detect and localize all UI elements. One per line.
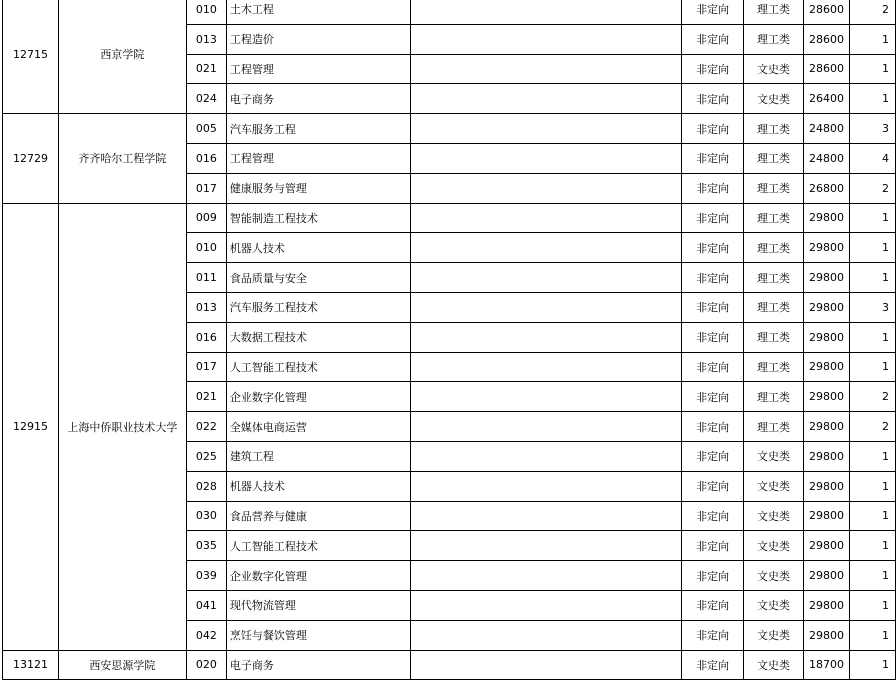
major-name-cell: 人工智能工程技术	[226, 531, 410, 561]
category-cell: 理工类	[744, 292, 804, 322]
remarks-cell	[410, 382, 681, 412]
major-name-cell: 人工智能工程技术	[226, 352, 410, 382]
major-code-cell: 020	[186, 650, 226, 680]
tuition-fee-cell: 29800	[804, 233, 850, 263]
school-code-cell: 12915	[3, 203, 59, 650]
plan-count-cell: 1	[849, 561, 895, 591]
major-code-cell: 009	[186, 203, 226, 233]
plan-type-cell: 非定向	[682, 471, 744, 501]
major-code-cell: 042	[186, 620, 226, 650]
category-cell: 文史类	[744, 84, 804, 114]
plan-count-cell: 1	[849, 54, 895, 84]
remarks-cell	[410, 650, 681, 680]
category-cell: 理工类	[744, 24, 804, 54]
school-name-cell: 西安思源学院	[58, 650, 186, 680]
plan-count-cell: 1	[849, 441, 895, 471]
remarks-cell	[410, 292, 681, 322]
admission-plan-table	[2, 0, 896, 680]
major-name-cell: 机器人技术	[226, 471, 410, 501]
plan-type-cell: 非定向	[682, 620, 744, 650]
major-code-cell: 028	[186, 471, 226, 501]
category-cell: 理工类	[744, 352, 804, 382]
plan-count-cell: 1	[849, 203, 895, 233]
major-name-cell: 全媒体电商运营	[226, 412, 410, 442]
tuition-fee-cell: 29800	[804, 561, 850, 591]
category-cell: 文史类	[744, 561, 804, 591]
tuition-fee-cell: 29800	[804, 203, 850, 233]
plan-type-cell: 非定向	[682, 114, 744, 144]
plan-count-cell: 1	[849, 322, 895, 352]
tuition-fee-cell: 28600	[804, 24, 850, 54]
major-name-cell: 汽车服务工程	[226, 114, 410, 144]
tuition-fee-cell: 29800	[804, 501, 850, 531]
category-cell: 理工类	[744, 173, 804, 203]
remarks-cell	[410, 322, 681, 352]
major-code-cell: 011	[186, 263, 226, 293]
plan-type-cell: 非定向	[682, 54, 744, 84]
category-cell: 文史类	[744, 650, 804, 680]
tuition-fee-cell: 24800	[804, 114, 850, 144]
school-name-cell: 齐齐哈尔工程学院	[58, 114, 186, 203]
major-code-cell: 016	[186, 322, 226, 352]
major-code-cell: 013	[186, 292, 226, 322]
plan-type-cell: 非定向	[682, 382, 744, 412]
category-cell: 理工类	[744, 143, 804, 173]
category-cell: 文史类	[744, 590, 804, 620]
plan-type-cell: 非定向	[682, 441, 744, 471]
plan-count-cell: 2	[849, 412, 895, 442]
plan-count-cell: 1	[849, 263, 895, 293]
remarks-cell	[410, 263, 681, 293]
remarks-cell	[410, 620, 681, 650]
plan-type-cell: 非定向	[682, 173, 744, 203]
tuition-fee-cell: 26400	[804, 84, 850, 114]
major-name-cell: 建筑工程	[226, 441, 410, 471]
category-cell: 文史类	[744, 531, 804, 561]
table-body	[3, 0, 896, 680]
major-code-cell: 010	[186, 233, 226, 263]
plan-type-cell: 非定向	[682, 263, 744, 293]
tuition-fee-cell: 29800	[804, 441, 850, 471]
remarks-cell	[410, 352, 681, 382]
major-name-cell: 健康服务与管理	[226, 173, 410, 203]
major-name-cell: 现代物流管理	[226, 590, 410, 620]
tuition-fee-cell: 24800	[804, 143, 850, 173]
major-code-cell: 025	[186, 441, 226, 471]
tuition-fee-cell: 29800	[804, 382, 850, 412]
plan-count-cell: 1	[849, 650, 895, 680]
major-name-cell: 土木工程	[226, 0, 410, 24]
plan-count-cell: 1	[849, 84, 895, 114]
plan-count-cell: 2	[849, 0, 895, 24]
plan-count-cell: 4	[849, 143, 895, 173]
category-cell: 文史类	[744, 441, 804, 471]
plan-type-cell: 非定向	[682, 143, 744, 173]
plan-type-cell: 非定向	[682, 650, 744, 680]
remarks-cell	[410, 114, 681, 144]
table-row	[3, 650, 896, 680]
major-code-cell: 035	[186, 531, 226, 561]
category-cell: 文史类	[744, 501, 804, 531]
major-code-cell: 021	[186, 54, 226, 84]
major-code-cell: 039	[186, 561, 226, 591]
category-cell: 理工类	[744, 114, 804, 144]
remarks-cell	[410, 173, 681, 203]
plan-count-cell: 1	[849, 24, 895, 54]
major-code-cell: 017	[186, 173, 226, 203]
plan-count-cell: 1	[849, 620, 895, 650]
remarks-cell	[410, 203, 681, 233]
plan-count-cell: 1	[849, 501, 895, 531]
plan-count-cell: 3	[849, 292, 895, 322]
tuition-fee-cell: 18700	[804, 650, 850, 680]
tuition-fee-cell: 29800	[804, 531, 850, 561]
category-cell: 理工类	[744, 322, 804, 352]
plan-count-cell: 1	[849, 531, 895, 561]
school-name-cell: 西京学院	[58, 0, 186, 114]
category-cell: 理工类	[744, 382, 804, 412]
remarks-cell	[410, 0, 681, 24]
remarks-cell	[410, 590, 681, 620]
major-name-cell: 食品质量与安全	[226, 263, 410, 293]
plan-type-cell: 非定向	[682, 412, 744, 442]
category-cell: 理工类	[744, 233, 804, 263]
plan-count-cell: 1	[849, 233, 895, 263]
major-name-cell: 企业数字化管理	[226, 382, 410, 412]
plan-type-cell: 非定向	[682, 531, 744, 561]
major-code-cell: 022	[186, 412, 226, 442]
school-code-cell: 12729	[3, 114, 59, 203]
plan-type-cell: 非定向	[682, 590, 744, 620]
plan-count-cell: 2	[849, 173, 895, 203]
major-code-cell: 021	[186, 382, 226, 412]
remarks-cell	[410, 501, 681, 531]
remarks-cell	[410, 531, 681, 561]
plan-count-cell: 1	[849, 471, 895, 501]
category-cell: 理工类	[744, 203, 804, 233]
major-code-cell: 010	[186, 0, 226, 24]
remarks-cell	[410, 471, 681, 501]
tuition-fee-cell: 29800	[804, 352, 850, 382]
remarks-cell	[410, 233, 681, 263]
tuition-fee-cell: 29800	[804, 263, 850, 293]
category-cell: 文史类	[744, 54, 804, 84]
plan-type-cell: 非定向	[682, 322, 744, 352]
category-cell: 理工类	[744, 412, 804, 442]
major-name-cell: 电子商务	[226, 650, 410, 680]
major-name-cell: 企业数字化管理	[226, 561, 410, 591]
plan-count-cell: 2	[849, 382, 895, 412]
tuition-fee-cell: 29800	[804, 590, 850, 620]
tuition-fee-cell: 28600	[804, 54, 850, 84]
plan-type-cell: 非定向	[682, 24, 744, 54]
major-name-cell: 智能制造工程技术	[226, 203, 410, 233]
plan-type-cell: 非定向	[682, 0, 744, 24]
major-name-cell: 工程管理	[226, 54, 410, 84]
major-name-cell: 工程管理	[226, 143, 410, 173]
tuition-fee-cell: 29800	[804, 322, 850, 352]
plan-type-cell: 非定向	[682, 352, 744, 382]
major-name-cell: 烹饪与餐饮管理	[226, 620, 410, 650]
major-code-cell: 013	[186, 24, 226, 54]
major-name-cell: 食品营养与健康	[226, 501, 410, 531]
major-name-cell: 大数据工程技术	[226, 322, 410, 352]
major-code-cell: 030	[186, 501, 226, 531]
major-code-cell: 041	[186, 590, 226, 620]
plan-type-cell: 非定向	[682, 561, 744, 591]
tuition-fee-cell: 29800	[804, 412, 850, 442]
tuition-fee-cell: 29800	[804, 620, 850, 650]
table-row	[3, 203, 896, 233]
remarks-cell	[410, 561, 681, 591]
major-name-cell: 机器人技术	[226, 233, 410, 263]
tuition-fee-cell: 29800	[804, 292, 850, 322]
plan-type-cell: 非定向	[682, 501, 744, 531]
major-code-cell: 016	[186, 143, 226, 173]
table-row	[3, 0, 896, 24]
school-code-cell: 13121	[3, 650, 59, 680]
major-name-cell: 工程造价	[226, 24, 410, 54]
remarks-cell	[410, 54, 681, 84]
plan-type-cell: 非定向	[682, 203, 744, 233]
remarks-cell	[410, 143, 681, 173]
plan-type-cell: 非定向	[682, 292, 744, 322]
table-row	[3, 114, 896, 144]
major-code-cell: 017	[186, 352, 226, 382]
major-name-cell: 汽车服务工程技术	[226, 292, 410, 322]
major-code-cell: 024	[186, 84, 226, 114]
plan-type-cell: 非定向	[682, 233, 744, 263]
category-cell: 文史类	[744, 620, 804, 650]
category-cell: 理工类	[744, 0, 804, 24]
school-code-cell: 12715	[3, 0, 59, 114]
category-cell: 理工类	[744, 263, 804, 293]
plan-count-cell: 3	[849, 114, 895, 144]
major-name-cell: 电子商务	[226, 84, 410, 114]
major-code-cell: 005	[186, 114, 226, 144]
category-cell: 文史类	[744, 471, 804, 501]
plan-count-cell: 1	[849, 352, 895, 382]
remarks-cell	[410, 412, 681, 442]
remarks-cell	[410, 24, 681, 54]
tuition-fee-cell: 28600	[804, 0, 850, 24]
tuition-fee-cell: 26800	[804, 173, 850, 203]
remarks-cell	[410, 84, 681, 114]
remarks-cell	[410, 441, 681, 471]
tuition-fee-cell: 29800	[804, 471, 850, 501]
school-name-cell: 上海中侨职业技术大学	[58, 203, 186, 650]
plan-type-cell: 非定向	[682, 84, 744, 114]
plan-count-cell: 1	[849, 590, 895, 620]
